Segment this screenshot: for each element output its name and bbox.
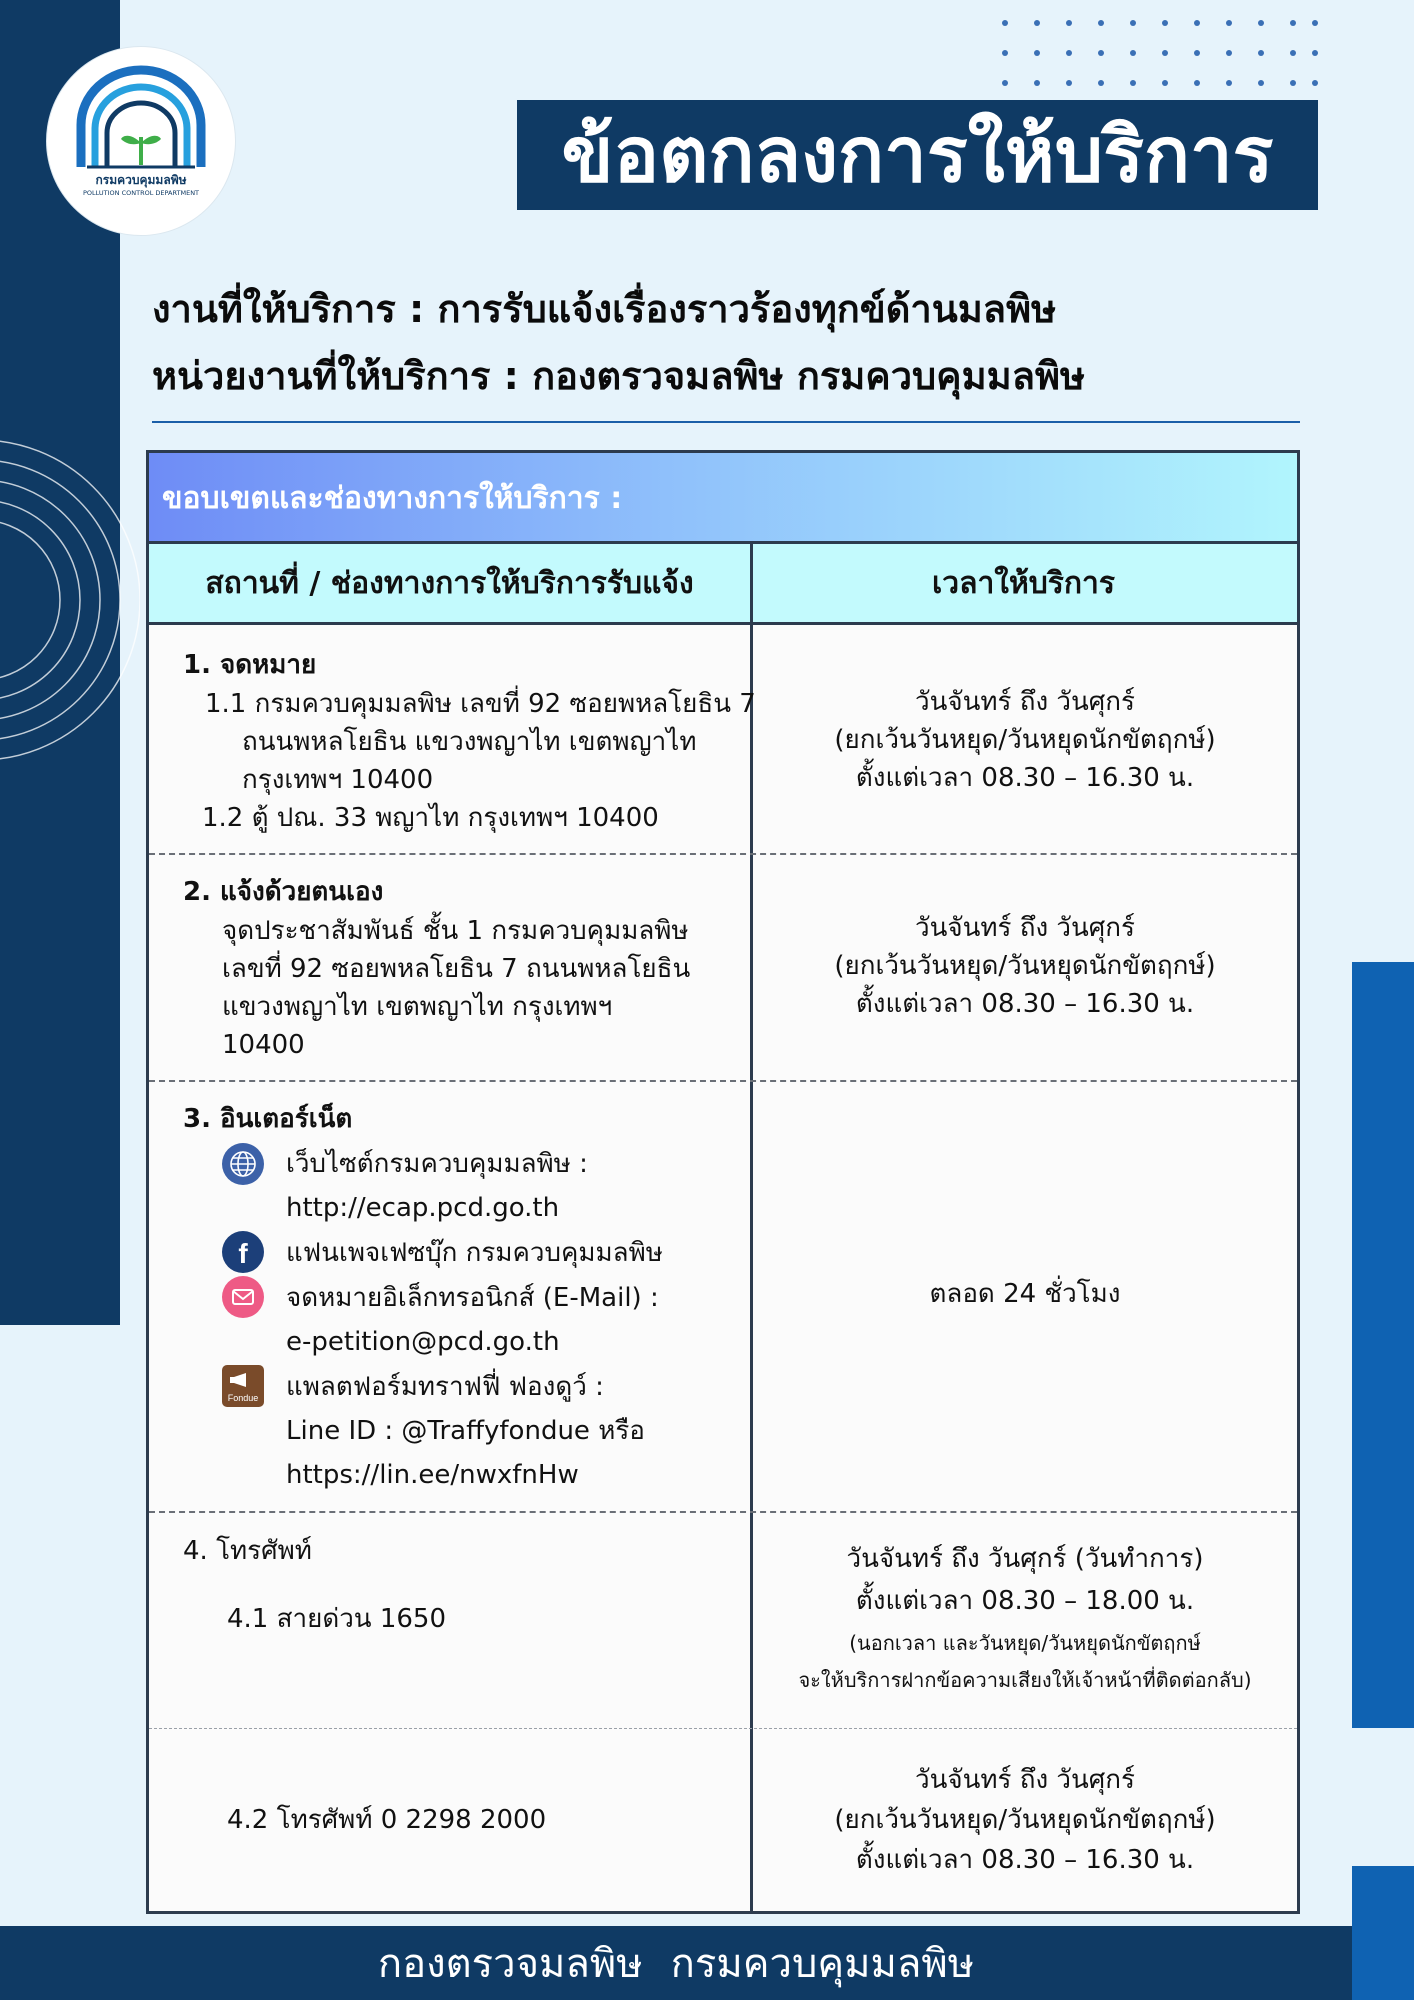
logo-emblem-icon xyxy=(47,47,235,235)
row-phone-title: 4. โทรศัพท์ xyxy=(183,1536,312,1566)
row-internet-title: 3. อินเตอร์เน็ต xyxy=(183,1104,353,1134)
website-label: เว็บไซต์กรมควบคุมมลพิษ : xyxy=(286,1149,588,1179)
traffy-label: แพลตฟอร์มทราฟฟี่ ฟองดูว์ : xyxy=(286,1372,604,1402)
decor-dots xyxy=(998,14,1328,94)
facebook-link[interactable]: แฟนเพจเฟซบุ๊ก กรมควบคุมมลพิษ xyxy=(286,1238,663,1268)
traffy-line-id: Line ID : @Traffyfondue หรือ xyxy=(286,1416,645,1446)
row-mail-time: วันจันทร์ ถึง วันศุกร์ xyxy=(914,687,1136,717)
row-mail-line: กรุงเทพฯ 10400 xyxy=(242,765,434,795)
footer-department: กรมควบคุมมลพิษ xyxy=(670,1941,975,1987)
office-phone-number: 4.2 โทรศัพท์ 0 2298 2000 xyxy=(227,1805,547,1835)
divider xyxy=(152,421,1300,423)
email-icon xyxy=(222,1276,264,1318)
fondue-label: Fondue xyxy=(227,1393,259,1403)
row-separator xyxy=(149,1728,1297,1729)
column-header-time: เวลาให้บริการ xyxy=(750,544,1297,625)
row-separator xyxy=(149,853,1297,855)
globe-icon xyxy=(222,1143,264,1185)
service-name: งานที่ให้บริการ : การรับแจ้งเรื่องราวร้องทุกข์ด้านมลพิษ xyxy=(152,287,1057,331)
email-link[interactable]: e-petition@pcd.go.th xyxy=(286,1327,560,1357)
office-phone-time: ตั้งแต่เวลา 08.30 – 16.30 น. xyxy=(855,1845,1195,1875)
footer xyxy=(0,1926,1352,2000)
svg-text:f: f xyxy=(238,1238,248,1269)
right-decor-bar-bottom xyxy=(1352,1866,1414,2000)
row-walkin-time: (ยกเว้นวันหยุด/วันหยุดนักขัตฤกษ์) xyxy=(834,951,1216,981)
office-phone-time: วันจันทร์ ถึง วันศุกร์ xyxy=(914,1765,1136,1795)
footer-division: กองตรวจมลพิษ xyxy=(377,1941,643,1987)
row-mail-time: ตั้งแต่เวลา 08.30 – 16.30 น. xyxy=(855,763,1195,793)
table-heading xyxy=(149,453,1297,544)
row-walkin-line: เลขที่ 92 ซอยพหลโยธิน 7 ถนนพหลโยธิน xyxy=(222,954,691,984)
row-walkin-title: 2. แจ้งด้วยตนเอง xyxy=(183,877,384,907)
traffy-fondue-icon xyxy=(222,1365,264,1407)
logo-name-en: POLLUTION CONTROL DEPARTMENT xyxy=(82,189,200,197)
logo-name-th: กรมควบคุมมลพิษ xyxy=(95,173,187,187)
row-mail-time: (ยกเว้นวันหยุด/วันหยุดนักขัตฤกษ์) xyxy=(834,725,1216,755)
row-walkin-line: จุดประชาสัมพันธ์ ชั้น 1 กรมควบคุมมลพิษ xyxy=(222,916,689,946)
row-mail-line: 1.2 ตู้ ปณ. 33 พญาไท กรุงเทพฯ 10400 xyxy=(202,803,659,833)
row-walkin-time: ตั้งแต่เวลา 08.30 – 16.30 น. xyxy=(855,989,1195,1019)
service-unit: หน่วยงานที่ให้บริการ : กองตรวจมลพิษ กรมควบคุมมลพิษ xyxy=(152,354,1086,398)
row-separator xyxy=(149,1080,1297,1082)
right-decor-bar xyxy=(1352,962,1414,1728)
email-label: จดหมายอิเล็กทรอนิกส์ (E-Mail) : xyxy=(286,1283,659,1313)
row-mail-line: 1.1 กรมควบคุมมลพิษ เลขที่ 92 ซอยพหลโยธิน 7 xyxy=(205,689,756,719)
hotline-note: จะให้บริการฝากข้อความเสียงให้เจ้าหน้าที่ติดต่อกลับ) xyxy=(798,1668,1252,1692)
row-separator xyxy=(149,1511,1297,1513)
office-phone-time: (ยกเว้นวันหยุด/วันหยุดนักขัตฤกษ์) xyxy=(834,1805,1216,1835)
hotline-note: (นอกเวลา และวันหยุด/วันหยุดนักขัตฤกษ์ xyxy=(849,1631,1201,1655)
row-walkin-line: แขวงพญาไท เขตพญาไท กรุงเทพฯ xyxy=(222,992,613,1022)
website-link[interactable]: http://ecap.pcd.go.th xyxy=(286,1193,560,1223)
page-title: ข้อตกลงการให้บริการ xyxy=(517,100,1318,210)
hotline-time: ตั้งแต่เวลา 08.30 – 18.00 น. xyxy=(855,1586,1195,1616)
row-internet-time: ตลอด 24 ชั่วโมง xyxy=(929,1279,1121,1309)
table-heading-text: ขอบเขตและช่องทางการให้บริการ : xyxy=(162,481,623,516)
row-mail-line: ถนนพหลโยธิน แขวงพญาไท เขตพญาไท xyxy=(242,727,697,757)
row-walkin-line: 10400 xyxy=(222,1030,305,1060)
hotline-number: 4.1 สายด่วน 1650 xyxy=(227,1604,447,1634)
column-header-channel: สถานที่ / ช่องทางการให้บริการรับแจ้ง xyxy=(149,544,750,625)
hotline-time: วันจันทร์ ถึง วันศุกร์ (วันทำการ) xyxy=(846,1544,1204,1574)
row-walkin-time: วันจันทร์ ถึง วันศุกร์ xyxy=(914,913,1136,943)
service-table xyxy=(146,450,1300,1914)
traffy-link[interactable]: https://lin.ee/nwxfnHw xyxy=(286,1460,579,1490)
facebook-icon xyxy=(222,1231,264,1273)
row-mail-title: 1. จดหมาย xyxy=(183,650,317,680)
pcd-logo xyxy=(47,47,235,235)
